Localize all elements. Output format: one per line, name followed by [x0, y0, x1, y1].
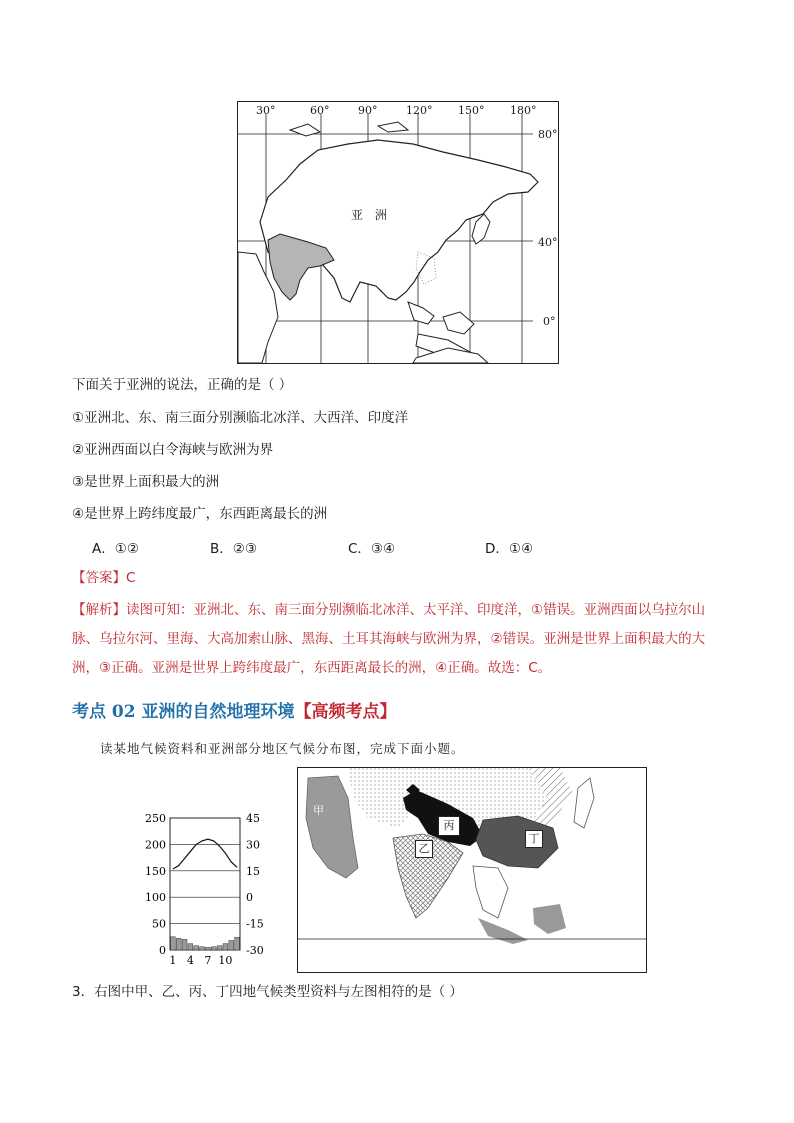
precipitation-bar [194, 946, 199, 950]
right-tick-label: -30 [246, 944, 264, 957]
option-d: D．①④ [485, 541, 534, 557]
lat-label: 0° [543, 315, 556, 328]
precipitation-bar [171, 937, 176, 950]
right-tick-label: 45 [246, 812, 260, 825]
answer [72, 569, 135, 587]
lat-label: 80° [538, 128, 558, 141]
x-tick-label: 1 [169, 954, 177, 967]
precipitation-bar [188, 944, 193, 950]
question-stem: 下面关于亚洲的说法，正确的是（ ） [72, 377, 293, 393]
left-tick-label: 50 [152, 917, 166, 931]
lon-label: 60° [310, 104, 330, 117]
section-title-text: 考点 02 亚洲的自然地理环境 [72, 702, 295, 722]
left-tick-label: 100 [145, 891, 166, 905]
chart-frame [170, 818, 240, 950]
region-label-ding: 丁 [525, 830, 543, 848]
option-a: A．①② [92, 541, 139, 557]
asia-map [237, 101, 559, 364]
precipitation-bar [206, 947, 211, 950]
intro-text: 读某地气候资料和亚洲部分地区气候分布图，完成下面小题。 [100, 741, 465, 756]
question-item: ④是世界上跨纬度最广，东西距离最长的洲 [72, 506, 328, 522]
analysis-text: 读图可知：亚洲北、东、南三面分别濒临北冰洋、太平洋、印度洋，①错误。亚洲西面以乌拉尔山脉、乌拉尔河、里海、大高加索山脉、黑海、土耳其海峡与欧洲为界，②错误。亚洲是世界上面积最大的大洲，③正确。亚洲是世界上跨纬度最广，东西距离最长的洲，④正确。故选：C。 [72, 602, 706, 676]
left-tick-label: 250 [145, 812, 166, 825]
question-3: 3．右图中甲、乙、丙、丁四地气候类型资料与左图相符的是（ ） [72, 984, 463, 1000]
left-tick-label: 0 [159, 944, 166, 957]
x-tick-label: 10 [218, 954, 233, 967]
climate-map [297, 767, 647, 973]
question-item: ③是世界上面积最大的洲 [72, 474, 220, 490]
climate-chart [138, 808, 278, 978]
precipitation-bar [217, 946, 222, 950]
precipitation-bar [211, 947, 216, 950]
region-label-bing: 丙 [438, 816, 460, 836]
lon-label: 120° [406, 104, 433, 117]
x-tick-label: 7 [204, 954, 212, 967]
precipitation-bar [229, 940, 234, 950]
section-title [72, 697, 397, 722]
left-tick-label: 150 [145, 864, 166, 878]
precipitation-bar [176, 938, 181, 950]
lon-label: 90° [358, 104, 378, 117]
lat-label: 40° [538, 236, 558, 249]
x-tick-label: 4 [186, 954, 194, 967]
option-c: C．③④ [348, 541, 396, 557]
region-label: 亚 洲 [351, 208, 391, 222]
right-tick-label: 30 [246, 838, 260, 852]
precipitation-bar [235, 937, 240, 950]
analysis [72, 596, 732, 683]
right-tick-label: -15 [246, 917, 264, 931]
question-item: ①亚洲北、东、南三面分别濒临北冰洋、大西洋、印度洋 [72, 410, 409, 426]
precipitation-bar [182, 939, 187, 950]
right-tick-label: 0 [246, 891, 253, 905]
temperature-line [173, 839, 237, 869]
precipitation-bar [200, 947, 205, 950]
left-tick-label: 200 [145, 838, 166, 852]
precipitation-bar [223, 944, 228, 950]
region-label-jia: 甲 [313, 804, 324, 817]
answer-value: C [126, 570, 136, 586]
section-tag: 【高频考点】 [294, 702, 397, 722]
lon-label: 150° [458, 104, 485, 117]
lon-label: 30° [256, 104, 276, 117]
analysis-label: 【解析】 [72, 602, 126, 618]
option-b: B．②③ [210, 541, 257, 557]
region-label-yi: 乙 [415, 840, 433, 858]
lon-label: 180° [510, 104, 537, 117]
answer-label: 【答案】 [72, 570, 126, 586]
right-tick-label: 15 [246, 864, 260, 878]
climate-chart-svg [138, 808, 278, 978]
question-item: ②亚洲西面以白令海峡与欧洲为界 [72, 442, 274, 458]
